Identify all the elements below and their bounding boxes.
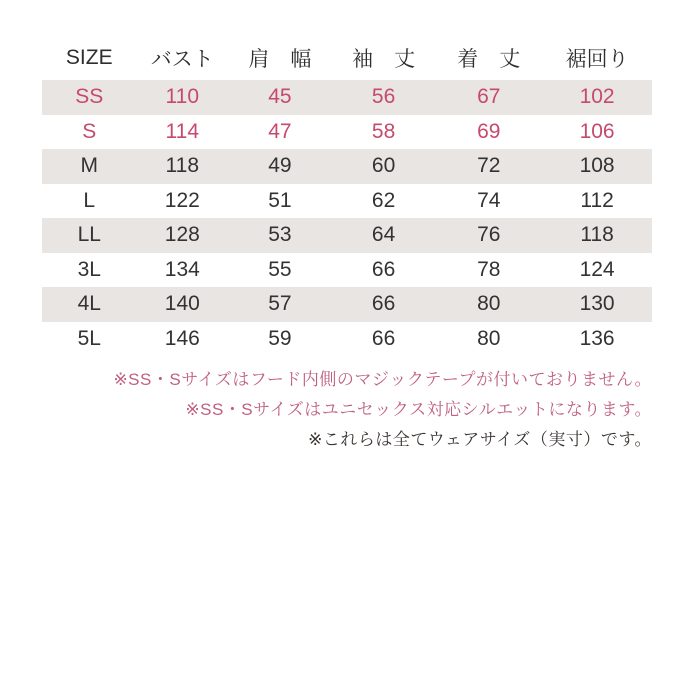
value-cell: 78 [477, 257, 501, 281]
column-header-sleeve: 袖 丈 [352, 48, 416, 71]
value-cell: 134 [164, 257, 200, 281]
value-cell: 62 [371, 188, 396, 212]
size-cell: LL [77, 223, 101, 247]
table-row-4l [42, 287, 652, 322]
value-cell: 140 [164, 292, 200, 316]
value-cell: 56 [371, 85, 396, 109]
value-cell: 67 [477, 85, 501, 109]
value-cell: 124 [579, 257, 615, 281]
value-cell: 64 [371, 223, 396, 247]
value-cell: 47 [268, 119, 292, 143]
size-cell: L [83, 188, 96, 212]
value-cell: 74 [477, 188, 501, 212]
value-cell: 136 [579, 326, 615, 350]
value-cell: 66 [371, 292, 396, 316]
value-cell: 118 [165, 154, 200, 178]
size-chart [42, 36, 652, 455]
value-cell: 66 [371, 257, 396, 281]
value-cell: 57 [268, 292, 292, 316]
size-chart-table [42, 36, 652, 356]
size-cell: 4L [77, 292, 101, 316]
size-cell: SS [75, 85, 104, 109]
footnote-unisex: ※SS・Sサイズはユニセックス対応シルエットになります。 [185, 400, 652, 419]
value-cell: 80 [477, 326, 501, 350]
value-cell: 108 [579, 154, 615, 178]
value-cell: 72 [477, 154, 501, 178]
value-cell: 114 [165, 119, 200, 143]
table-body [42, 80, 652, 356]
table-row-l [42, 184, 652, 219]
value-cell: 55 [268, 257, 292, 281]
value-cell: 122 [164, 188, 200, 212]
column-header-shoulder: 肩 幅 [248, 48, 312, 71]
value-cell: 106 [579, 119, 615, 143]
column-header-bust: バスト [150, 48, 214, 71]
value-cell: 110 [165, 85, 200, 109]
size-cell: S [82, 119, 97, 143]
table-row-m [42, 149, 652, 184]
value-cell: 118 [580, 223, 614, 247]
column-header-length: 着 丈 [457, 48, 521, 71]
table-row-ss [42, 80, 652, 115]
column-header-size: SIZE [65, 46, 113, 69]
size-cell: M [80, 154, 99, 178]
size-cell: 5L [77, 326, 101, 350]
value-cell: 146 [164, 326, 200, 350]
size-cell: 3L [77, 257, 101, 281]
value-cell: 112 [580, 188, 614, 212]
value-cell: 66 [371, 326, 396, 350]
footnote-velcro: ※SS・Sサイズはフード内側のマジックテープが付いておりません。 [113, 370, 652, 389]
table-header [42, 36, 652, 80]
value-cell: 76 [477, 223, 501, 247]
value-cell: 60 [371, 154, 396, 178]
footnote-wear-size: ※これらは全てウェアサイズ（実寸）です。 [308, 430, 652, 449]
value-cell: 49 [268, 154, 292, 178]
value-cell: 59 [268, 326, 292, 350]
table-row-5l [42, 322, 652, 357]
value-cell: 69 [477, 119, 501, 143]
value-cell: 53 [268, 223, 292, 247]
table-row-3l [42, 253, 652, 288]
footnotes [42, 365, 652, 455]
value-cell: 128 [164, 223, 200, 247]
value-cell: 130 [579, 292, 615, 316]
value-cell: 102 [579, 85, 615, 109]
column-header-hem: 裾回り [565, 48, 629, 71]
table-row-ll [42, 218, 652, 253]
value-cell: 80 [477, 292, 501, 316]
value-cell: 58 [371, 119, 396, 143]
table-row-s [42, 115, 652, 150]
value-cell: 51 [268, 188, 292, 212]
header-row [42, 36, 652, 80]
value-cell: 45 [268, 85, 292, 109]
